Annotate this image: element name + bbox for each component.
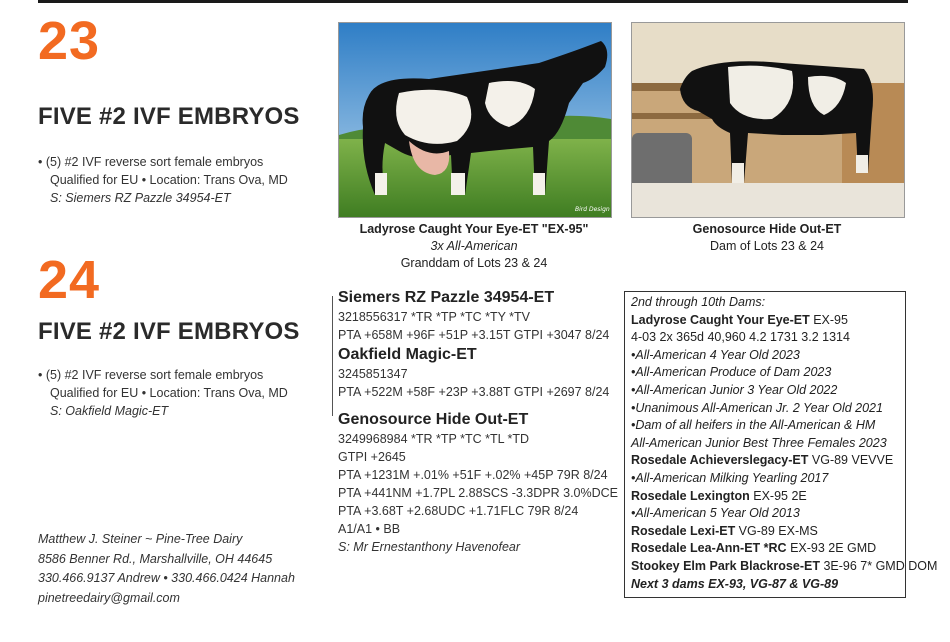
dam-hide-out-pta-3: PTA +3.68T +2.68UDC +1.71FLC 79R 8/24 <box>338 504 579 518</box>
dam-detail: •Unanimous All-American Jr. 2 Year Old 2021 <box>631 400 883 415</box>
dam-detail: 3E-96 7* GMD DOM <box>819 558 938 573</box>
dam-line <box>631 347 905 365</box>
dam-hide-out-pta-1: PTA +1231M +.01% +51F +.02% +45P 79R 8/24 <box>338 468 608 482</box>
dam-detail: EX-93 2E GMD <box>786 541 877 556</box>
sire-magic-pta: PTA +522M +58F +23P +3.88T GTPI +2697 8/24 <box>338 385 610 399</box>
dam-name: Rosedale Lea-Ann-ET *RC <box>631 541 787 556</box>
dam-detail: •All-American 5 Year Old 2013 <box>631 506 800 521</box>
dams-list <box>625 292 938 593</box>
dam-name: Stookey Elm Park Blackrose-ET <box>631 558 820 573</box>
lot-23-line2: Qualified for EU • Location: Trans Ova, MD <box>50 173 288 187</box>
dams-header: 2nd through 10th Dams: <box>631 295 766 309</box>
lot-24-line2: Qualified for EU • Location: Trans Ova, MD <box>50 386 288 400</box>
photo-ladyrose-caught-your-eye <box>338 22 612 218</box>
lot-23-number: 23 <box>38 11 101 71</box>
photo-genosource-hide-out <box>631 22 905 218</box>
dam-line <box>631 470 905 488</box>
lot-24-title: FIVE #2 IVF EMBRYOS <box>38 318 300 345</box>
dam-line <box>631 505 905 523</box>
contact-phones: 330.466.9137 Andrew • 330.466.0424 Hannah <box>38 571 295 585</box>
contact-block <box>38 530 295 608</box>
photo-2-caption <box>621 221 913 255</box>
dam-hide-out-genetics: A1/A1 • BB <box>338 522 401 536</box>
lot-23-description <box>38 153 288 207</box>
photo-1-caption <box>328 221 620 272</box>
dam-line <box>631 312 905 330</box>
dam-line <box>631 364 905 382</box>
dam-hide-out-block <box>338 410 620 556</box>
dam-detail: •Dam of all heifers in the All-American & HM <box>631 418 876 433</box>
dams-box <box>624 291 938 598</box>
lot-23-title: FIVE #2 IVF EMBRYOS <box>38 103 300 130</box>
dam-hide-out-sire: S: Mr Ernestanthony Havenofear <box>338 540 521 554</box>
contact-name: Matthew J. Steiner ~ Pine-Tree Dairy <box>38 532 243 546</box>
dam-line <box>631 558 938 576</box>
dam-detail: Next 3 dams EX-93, VG-87 & VG-89 <box>631 576 839 591</box>
dam-name: Rosedale Achieverslegacy-ET <box>631 453 809 468</box>
sire-magic-block <box>338 345 620 401</box>
sire-pazzle-name: Siemers RZ Pazzle 34954-ET <box>338 289 555 306</box>
lot-24-line1: • (5) #2 IVF reverse sort female embryos <box>38 368 264 382</box>
photo-credit: Bird Design <box>575 206 610 213</box>
dam-detail: •All-American Milking Yearling 2017 <box>631 470 829 485</box>
lot-24-number: 24 <box>38 250 101 310</box>
contact-email[interactable]: pinetreedairy@gmail.com <box>38 590 180 605</box>
sire-magic-id: 3245851347 <box>338 367 408 381</box>
dam-detail: •All-American Junior 3 Year Old 2022 <box>631 382 838 397</box>
dam-line <box>631 540 905 558</box>
dam-line <box>631 523 905 541</box>
photo-1-relation: Granddam of Lots 23 & 24 <box>400 256 548 270</box>
lot-23-sire: S: Siemers RZ Pazzle 34954-ET <box>50 191 231 205</box>
dam-hide-out-name: Genosource Hide Out-ET <box>338 411 529 428</box>
contact-address: 8586 Benner Rd., Marshallville, OH 44645 <box>38 551 273 566</box>
dam-hide-out-id: 3249968984 *TR *TP *TC *TL *TD <box>338 432 530 446</box>
dam-detail: All-American Junior Best Three Females 2023 <box>631 435 887 450</box>
lot-24-description <box>38 366 288 420</box>
dam-name: Rosedale Lexi-ET <box>631 523 736 538</box>
dam-line <box>631 435 905 453</box>
dam-hide-out-pta-2: PTA +441NM +1.7PL 2.88SCS -3.3DPR 3.0%DCE <box>338 486 618 500</box>
sire-magic-name: Oakfield Magic-ET <box>338 346 477 363</box>
dam-detail: VG-89 VEVVE <box>808 453 894 468</box>
photo-2-relation: Dam of Lots 23 & 24 <box>710 239 824 253</box>
dam-hide-out-gtpi: GTPI +2645 <box>338 450 406 464</box>
lot-23-line1: • (5) #2 IVF reverse sort female embryos <box>38 155 264 169</box>
top-rule <box>38 0 908 3</box>
dam-line <box>631 382 905 400</box>
dam-line <box>631 400 905 418</box>
dam-line <box>631 452 905 470</box>
photo-1-name: Ladyrose Caught Your Eye-ET "EX-95" <box>359 222 589 236</box>
photo-1-subtitle: 3x All-American <box>430 239 518 253</box>
sire-pazzle-id: 3218556317 *TR *TP *TC *TY *TV <box>338 310 530 324</box>
sire-pazzle-pta: PTA +658M +96F +51P +3.15T GTPI +3047 8/24 <box>338 328 610 342</box>
dam-detail: •All-American Produce of Dam 2023 <box>631 365 832 380</box>
dam-name: Rosedale Lexington <box>631 488 750 503</box>
sire-pazzle-block <box>338 288 620 344</box>
sire-divider <box>332 296 333 416</box>
dam-detail: EX-95 2E <box>749 488 807 503</box>
dam-line <box>631 488 905 506</box>
dam-detail: EX-95 <box>809 312 848 327</box>
dam-detail: VG-89 EX-MS <box>735 523 818 538</box>
dam-name: Ladyrose Caught Your Eye-ET <box>631 312 810 327</box>
dam-line <box>631 329 905 347</box>
dam-detail: •All-American 4 Year Old 2023 <box>631 347 800 362</box>
dam-line <box>631 417 905 435</box>
photo-2-name: Genosource Hide Out-ET <box>692 222 842 236</box>
lot-24-sire: S: Oakfield Magic-ET <box>50 404 169 418</box>
dam-detail: 4-03 2x 365d 40,960 4.2 1731 3.2 1314 <box>631 330 850 345</box>
dam-line <box>631 576 905 594</box>
